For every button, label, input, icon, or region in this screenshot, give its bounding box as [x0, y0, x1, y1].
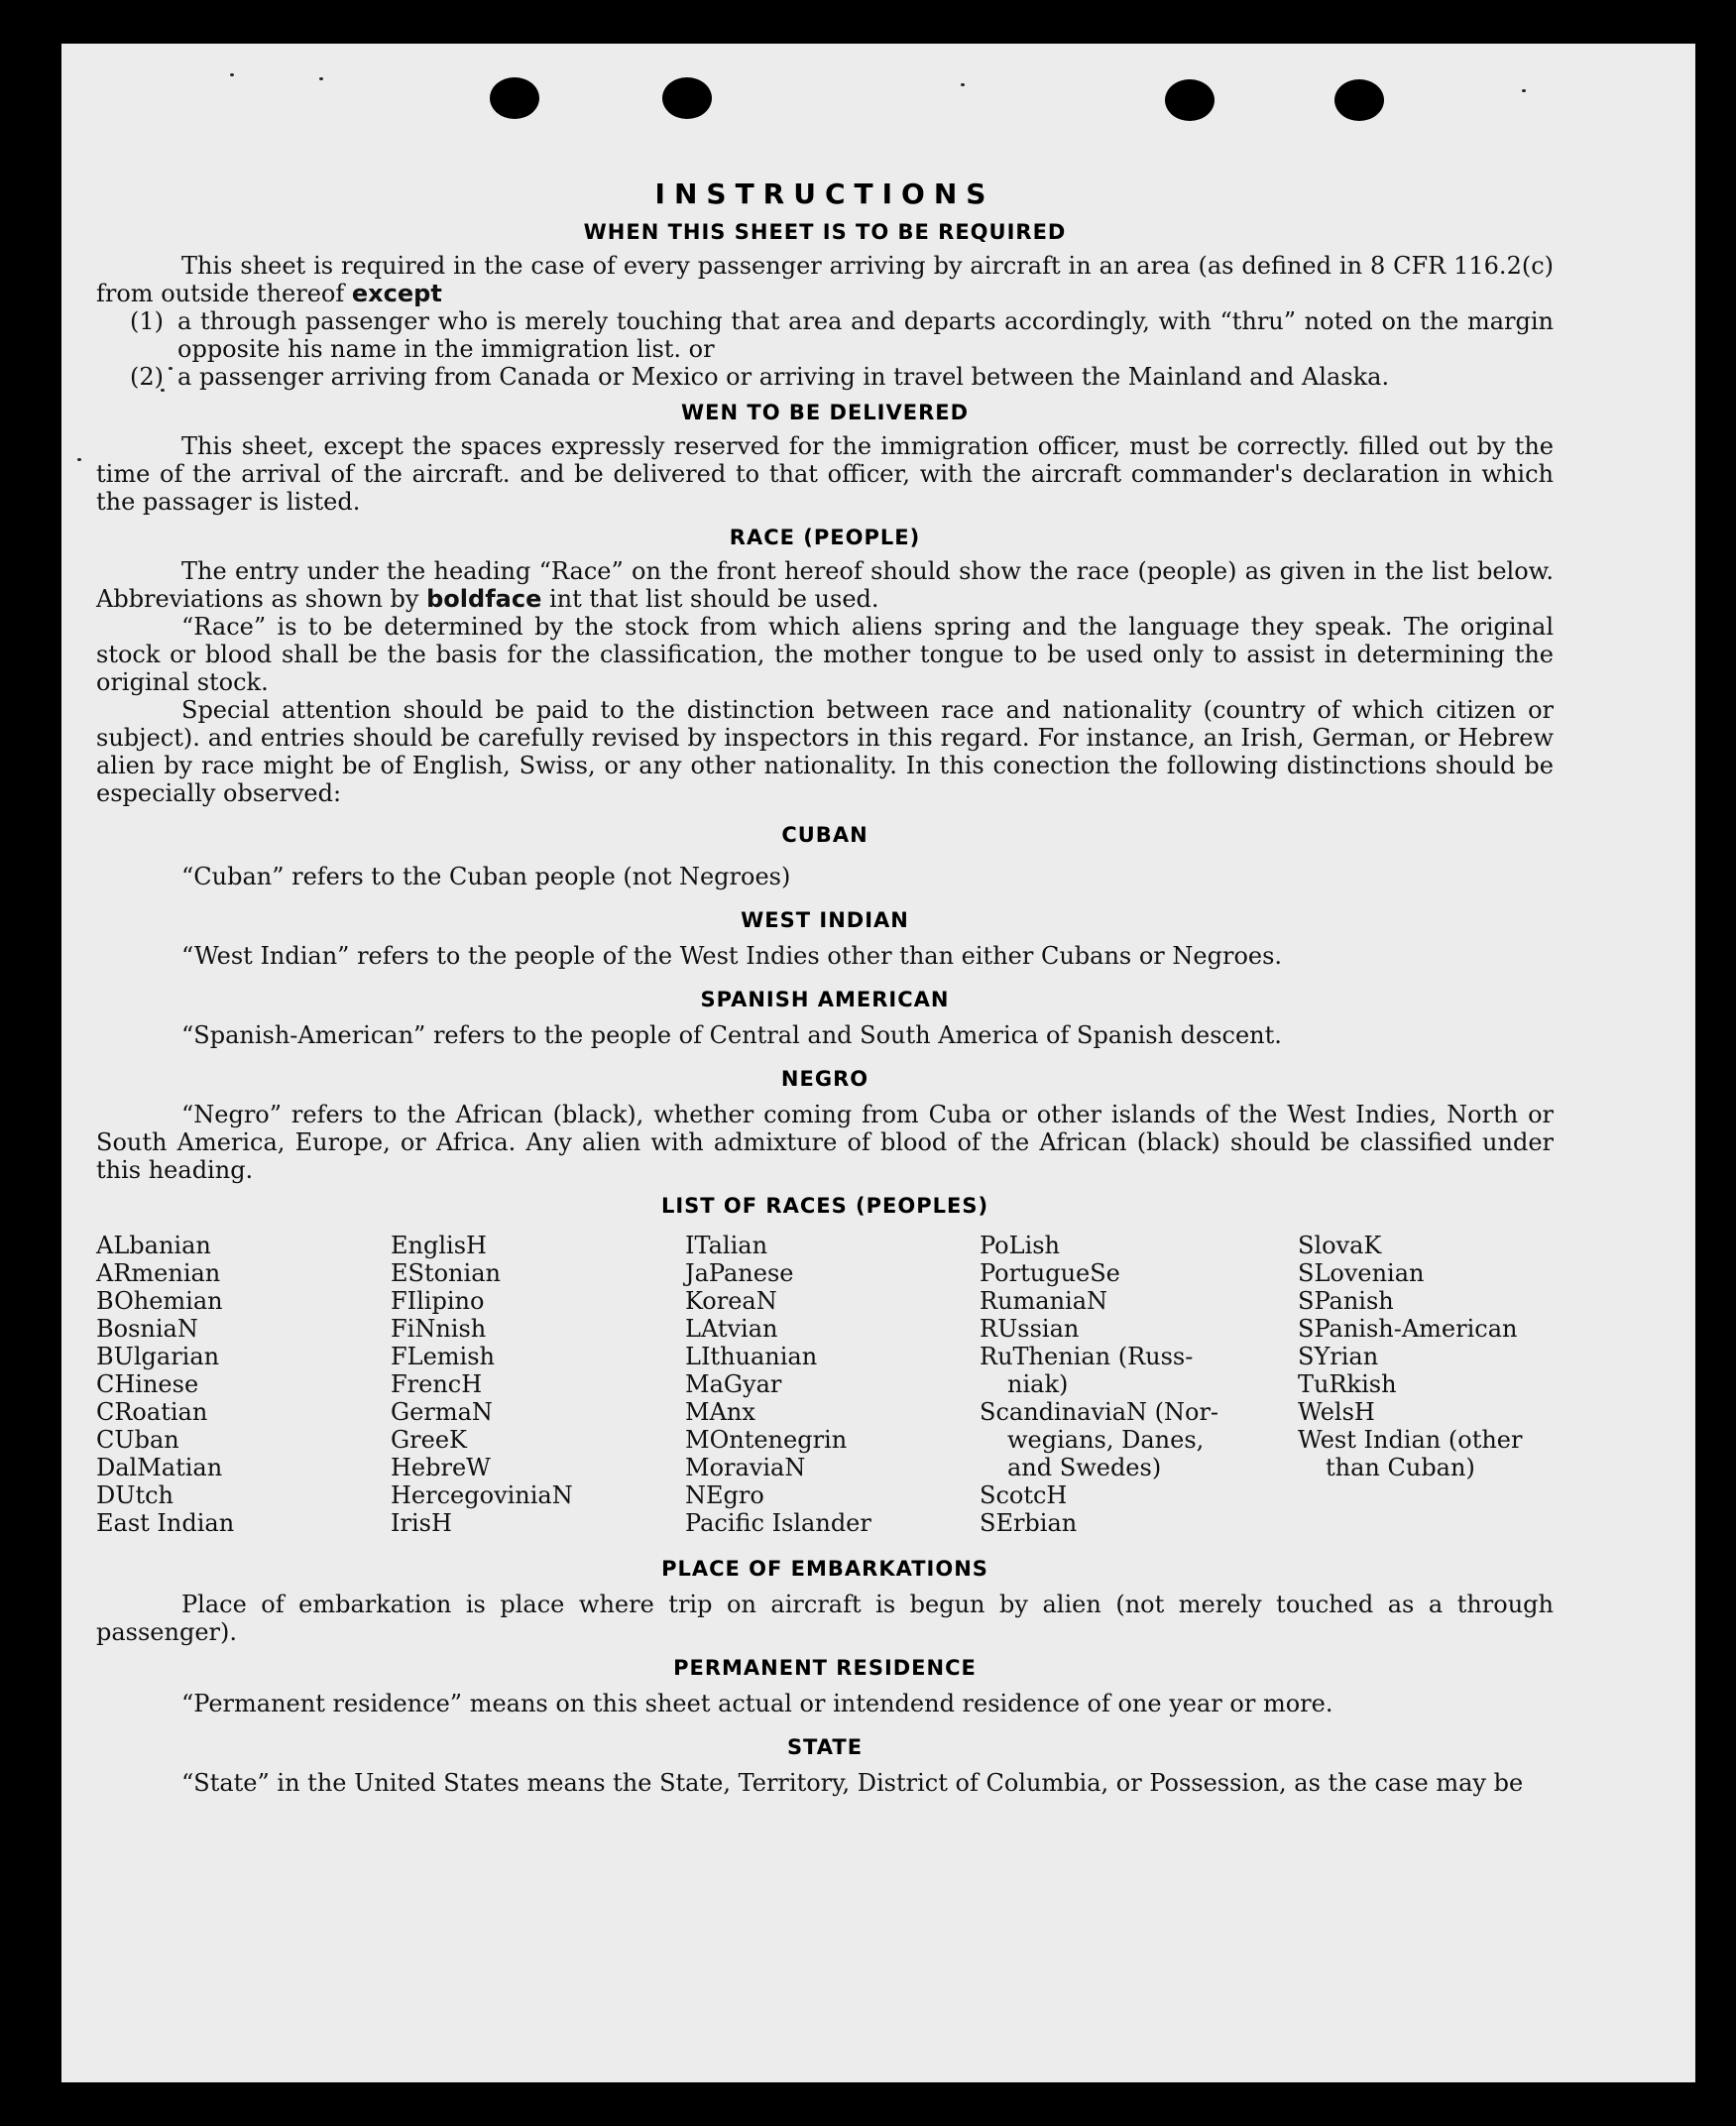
section-heading-when-required: WHEN THIS SHEET IS TO BE REQUIRED — [583, 220, 1067, 244]
race-item: ScandinaviaN (Nor- — [980, 1398, 1219, 1426]
list-item-number: (1) — [130, 307, 164, 335]
race-item: CRoatian — [96, 1398, 208, 1426]
punch-hole — [662, 77, 712, 119]
race-item: SPanish-American — [1298, 1315, 1518, 1343]
list-item-text: a through passenger who is merely touching that area and departs accordingly, with “thru” noted on the margin opposite his name in the immigration list. or — [177, 307, 1554, 363]
section-heading-race: RACE (PEOPLE) — [729, 526, 921, 549]
race-item: GreeK — [391, 1426, 467, 1454]
race-item: SlovaK — [1298, 1232, 1382, 1259]
section-heading-permanent-residence: PERMANENT RESIDENCE — [673, 1656, 977, 1680]
speck — [961, 83, 965, 86]
race-item: CUban — [96, 1426, 179, 1454]
race-item: HercegoviniaN — [391, 1481, 573, 1509]
race-item-continuation: than Cuban) — [1326, 1454, 1475, 1481]
speck — [319, 77, 323, 80]
race-item-continuation: wegians, Danes, — [1007, 1426, 1205, 1454]
speck — [1522, 89, 1526, 92]
paragraph-race-determination: “Race” is to be determined by the stock from which aliens spring and the language they speak. The original stock or blood shall be the basis for the classification, the mother tongue to be used only to assist in determining the original stock. — [96, 613, 1554, 696]
race-item: DUtch — [96, 1481, 174, 1509]
race-item: IrisH — [391, 1509, 452, 1537]
section-heading-embarkation: PLACE OF EMBARKATIONS — [661, 1557, 988, 1581]
race-item: MoraviaN — [685, 1454, 806, 1481]
section-heading-list-of-races: LIST OF RACES (PEOPLES) — [660, 1194, 989, 1218]
race-item: RUssian — [980, 1315, 1080, 1343]
race-item: DalMatian — [96, 1454, 223, 1481]
definition-permanent-residence: “Permanent residence” means on this sheet actual or intendend residence of one year or more. — [181, 1690, 1333, 1717]
race-item: MOntenegrin — [685, 1426, 848, 1454]
race-item: PortugueSe — [980, 1259, 1120, 1287]
definition-west-indian: “West Indian” refers to the people of the West Indies other than either Cubans or Negroes. — [181, 942, 1283, 970]
definition-spanish-american: “Spanish-American” refers to the people of Central and South America of Spanish descent. — [181, 1021, 1282, 1049]
list-item-text: a passenger arriving from Canada or Mexico or arriving in travel between the Mainland and Alaska. — [177, 363, 1390, 391]
race-item: BOhemian — [96, 1287, 223, 1315]
section-heading-cuban: CUBAN — [781, 823, 868, 847]
race-item: FIlipino — [391, 1287, 485, 1315]
definition-negro: “Negro” refers to the African (black), whether coming from Cuba or other islands of the West Indies, North or South America, Europe, or Africa. Any alien with admixture of blood of the African (black) should be classified under this heading. — [96, 1101, 1554, 1184]
except-word: except — [351, 280, 442, 307]
boldface-word: boldface — [426, 585, 542, 613]
section-heading-state: STATE — [786, 1735, 864, 1759]
race-item: WelsH — [1298, 1398, 1375, 1426]
races-column-3 — [685, 1232, 871, 1537]
speck — [77, 458, 81, 461]
when-required-intro: This sheet is required in the case of every passenger arriving by aircraft in an area (as defined in 8 CFR 116.2(c) from outside thereof — [96, 252, 1554, 307]
races-list — [96, 1232, 1554, 1547]
race-item: FLemish — [391, 1343, 495, 1370]
race-item: East Indian — [96, 1509, 235, 1537]
race-item: SLovenian — [1298, 1259, 1425, 1287]
race-item: BosniaN — [96, 1315, 198, 1343]
instructions-body — [96, 177, 1554, 1797]
section-heading-negro: NEGRO — [780, 1067, 869, 1091]
race-item: MAnx — [685, 1398, 755, 1426]
race-item: MaGyar — [685, 1370, 782, 1398]
race-item: ITalian — [685, 1232, 768, 1259]
race-item: West Indian (other — [1298, 1426, 1523, 1454]
races-column-2 — [391, 1232, 573, 1537]
race-item: JaPanese — [685, 1259, 794, 1287]
speck — [230, 73, 234, 76]
paragraph-when-required — [96, 252, 1554, 307]
race-item: LIthuanian — [685, 1343, 818, 1370]
paragraph-when-delivered: This sheet, except the spaces expressly reserved for the immigration officer, must be correctly. filled out by the time of the arrival of the aircraft. and be delivered to that officer, with the aircraft commander's declaration in which the passager is listed. — [96, 432, 1554, 516]
definition-cuban: “Cuban” refers to the Cuban people (not Negroes) — [181, 863, 791, 890]
race-item: FiNnish — [391, 1315, 487, 1343]
race-p1-end: int that list should be used. — [548, 585, 879, 613]
race-item: KoreaN — [685, 1287, 777, 1315]
list-item — [96, 307, 1554, 363]
race-item-continuation: and Swedes) — [1007, 1454, 1162, 1481]
race-item: GermaN — [391, 1398, 493, 1426]
race-item: FrencH — [391, 1370, 483, 1398]
race-item: ALbanian — [96, 1232, 211, 1259]
race-item-continuation: niak) — [1007, 1370, 1069, 1398]
race-item: SPanish — [1298, 1287, 1394, 1315]
race-item: SErbian — [980, 1509, 1078, 1537]
section-heading-west-indian: WEST INDIAN — [741, 908, 909, 932]
race-item: EStonian — [391, 1259, 501, 1287]
punch-hole — [1165, 79, 1215, 121]
race-item: HebreW — [391, 1454, 491, 1481]
races-column-5 — [1298, 1232, 1522, 1481]
list-item — [96, 363, 1554, 391]
race-item: TuRkish — [1298, 1370, 1397, 1398]
race-p1-start: The entry under the heading “Race” on the front hereof should show the race (people) as given in the list below. Abbreviations as shown by — [96, 557, 1554, 613]
race-item: PoLish — [980, 1232, 1061, 1259]
race-item: CHinese — [96, 1370, 199, 1398]
list-item-number: (2) — [130, 363, 164, 391]
punch-hole — [490, 77, 539, 119]
race-item: RuThenian (Russ- — [980, 1343, 1194, 1370]
definition-state: “State” in the United States means the State, Territory, District of Columbia, or Possession, as the case may be — [181, 1769, 1524, 1797]
document-page — [61, 44, 1695, 2082]
page-title: INSTRUCTIONS — [654, 177, 995, 210]
paragraph-race-nationality: Special attention should be paid to the distinction between race and nationality (country of which citizen or subject). and entries should be carefully revised by inspectors in this regard. For instance, an Irish, German, or Hebrew alien by race might be of English, Swiss, or any other nationality. In this conection the following distinctions should be especially observed: — [96, 696, 1554, 807]
races-column-4 — [980, 1232, 1218, 1537]
exception-list — [96, 307, 1554, 391]
section-heading-spanish-american: SPANISH AMERICAN — [700, 988, 950, 1011]
race-item: SYrian — [1298, 1343, 1379, 1370]
race-item: RumaniaN — [980, 1287, 1108, 1315]
race-item: Pacific Islander — [685, 1509, 871, 1537]
race-item: LAtvian — [685, 1315, 778, 1343]
paragraph-race-entry — [96, 557, 1554, 613]
races-column-1 — [96, 1232, 234, 1537]
punch-hole — [1334, 79, 1384, 121]
race-item: NEgro — [685, 1481, 764, 1509]
race-item: ScotcH — [980, 1481, 1068, 1509]
section-heading-when-delivered: WEN TO BE DELIVERED — [680, 401, 970, 424]
race-item: ARmenian — [96, 1259, 221, 1287]
race-item: EnglisH — [391, 1232, 487, 1259]
race-item: BUlgarian — [96, 1343, 220, 1370]
definition-embarkation: Place of embarkation is place where trip on aircraft is begun by alien (not merely touched as a through passenger). — [96, 1591, 1554, 1646]
